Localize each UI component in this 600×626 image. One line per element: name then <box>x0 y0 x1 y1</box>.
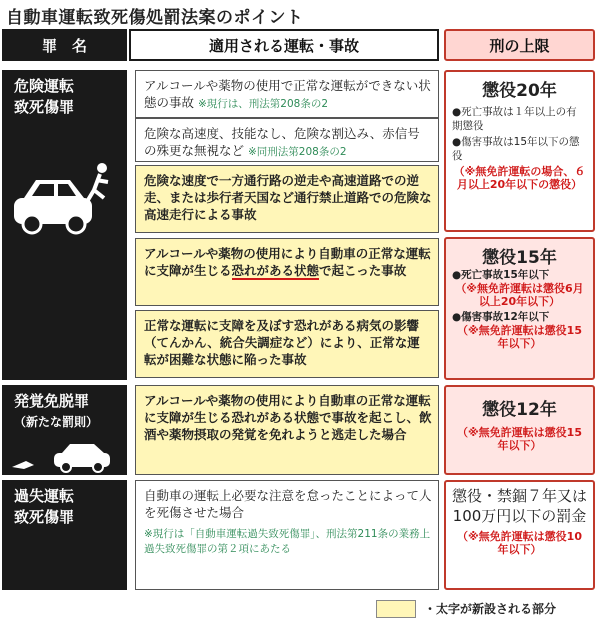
row-note: ※現行は「自動車運転過失致死傷罪」、刑法第211条の業務上過失致死傷罪の第２項にあたる <box>144 528 431 555</box>
car-fleeing-icon <box>10 441 120 473</box>
penalty-15-years <box>444 237 595 380</box>
row-text: 危険な高速度、技能なし、危険な割込み、赤信号の殊更な無視など <box>144 126 420 158</box>
row-wrong-way-driving <box>135 165 439 233</box>
penalty-main: 懲役20年 <box>482 81 557 101</box>
crime-dangerous-driving <box>2 70 127 380</box>
legend-text: ・太字が新設される部分 <box>424 602 557 616</box>
penalty-main: 懲役・禁錮７年又は100万円以下の罰金 <box>452 487 588 525</box>
row-text: 危険な速度で一方通行路の逆走や高速道路での逆走、または歩行者天国など通行禁止道路での危険な高速走行による事故 <box>144 173 432 222</box>
page-title: 自動車運転致死傷処罰法案のポイント <box>6 8 304 28</box>
row-text-post: で起こった事故 <box>319 263 407 278</box>
row-illness-influence <box>135 310 439 378</box>
car-pedestrian-icon <box>10 160 120 240</box>
row-high-speed <box>135 118 439 162</box>
penalty-unlicensed-note: （※無免許運転は懲役15年以下） <box>456 426 582 452</box>
row-note: ※同刑法第208条の2 <box>248 146 347 158</box>
row-text: 自動車の運転上必要な注意を怠ったことによって人を死傷させた場合 <box>144 488 432 520</box>
penalty-main: 懲役15年 <box>482 248 557 268</box>
penalty-unlicensed-note-1: （※無免許運転は懲役6月以上20年以下） <box>455 282 584 308</box>
penalty-main: 懲役12年 <box>482 400 557 420</box>
legend-swatch <box>376 600 416 618</box>
penalty-injury: ●傷害事故は15年以下の懲役 <box>452 136 580 162</box>
penalty-12-years <box>444 385 595 475</box>
crime-escape-detection <box>2 385 127 475</box>
penalty-injury: ●傷害事故12年以下 <box>452 311 550 323</box>
row-text-underline: 恐れがある状態 <box>231 263 320 278</box>
penalty-unlicensed-note-2: （※無免許運転は懲役15年以下） <box>456 324 582 350</box>
crime-label-line2: （新たな罰則） <box>14 415 99 429</box>
row-alcohol-impaired <box>135 70 439 118</box>
row-text-pre: アルコールや薬物の使用により自動車の正常な運転に支障が生じる <box>144 246 431 278</box>
penalty-death: ●死亡事故は１年以上の有期懲役 <box>452 106 577 132</box>
row-text: アルコールや薬物の使用により自動車の正常な運転に支障が生じる恐れがある状態で事故を起こし、飲酒や薬物摂取の発覚を免れようと逃走した場合 <box>144 393 432 442</box>
penalty-unlicensed-note: （※無免許運転の場合、６月以上20年以下の懲役） <box>453 165 586 191</box>
crime-negligent-driving <box>2 480 127 590</box>
crime-label-line1: 発覚免脱罪 <box>14 392 90 410</box>
penalty-7-years <box>444 480 595 590</box>
header-crime-name: 罪 名 <box>2 29 127 61</box>
crime-label-line2: 致死傷罪 <box>14 98 75 116</box>
crime-label-line1: 危険運転 <box>14 77 75 95</box>
row-text: 正常な運転に支障を及ぼす恐れがある病気の影響（てんかん、統合失調症など）により、正常な運転が困難な状態に陥った事故 <box>144 318 420 367</box>
header-penalty-limit: 刑の上限 <box>444 29 595 61</box>
row-text: アルコールや薬物の使用で正常な運転ができない状態の事故 <box>144 78 431 110</box>
penalty-death: ●死亡事故15年以下 <box>452 269 550 281</box>
crime-label-line1: 過失運転 <box>14 487 75 505</box>
penalty-unlicensed-note: （※無免許運転は懲役10年以下） <box>456 530 582 556</box>
penalty-20-years <box>444 70 595 232</box>
row-negligent-injury <box>135 480 439 590</box>
crime-label-line2: 致死傷罪 <box>14 508 75 526</box>
header-applicable-driving: 適用される運転・事故 <box>129 29 439 61</box>
row-alcohol-risk-state <box>135 238 439 306</box>
row-escape-after-accident <box>135 385 439 475</box>
row-note: ※現行は、刑法第208条の2 <box>198 98 329 110</box>
